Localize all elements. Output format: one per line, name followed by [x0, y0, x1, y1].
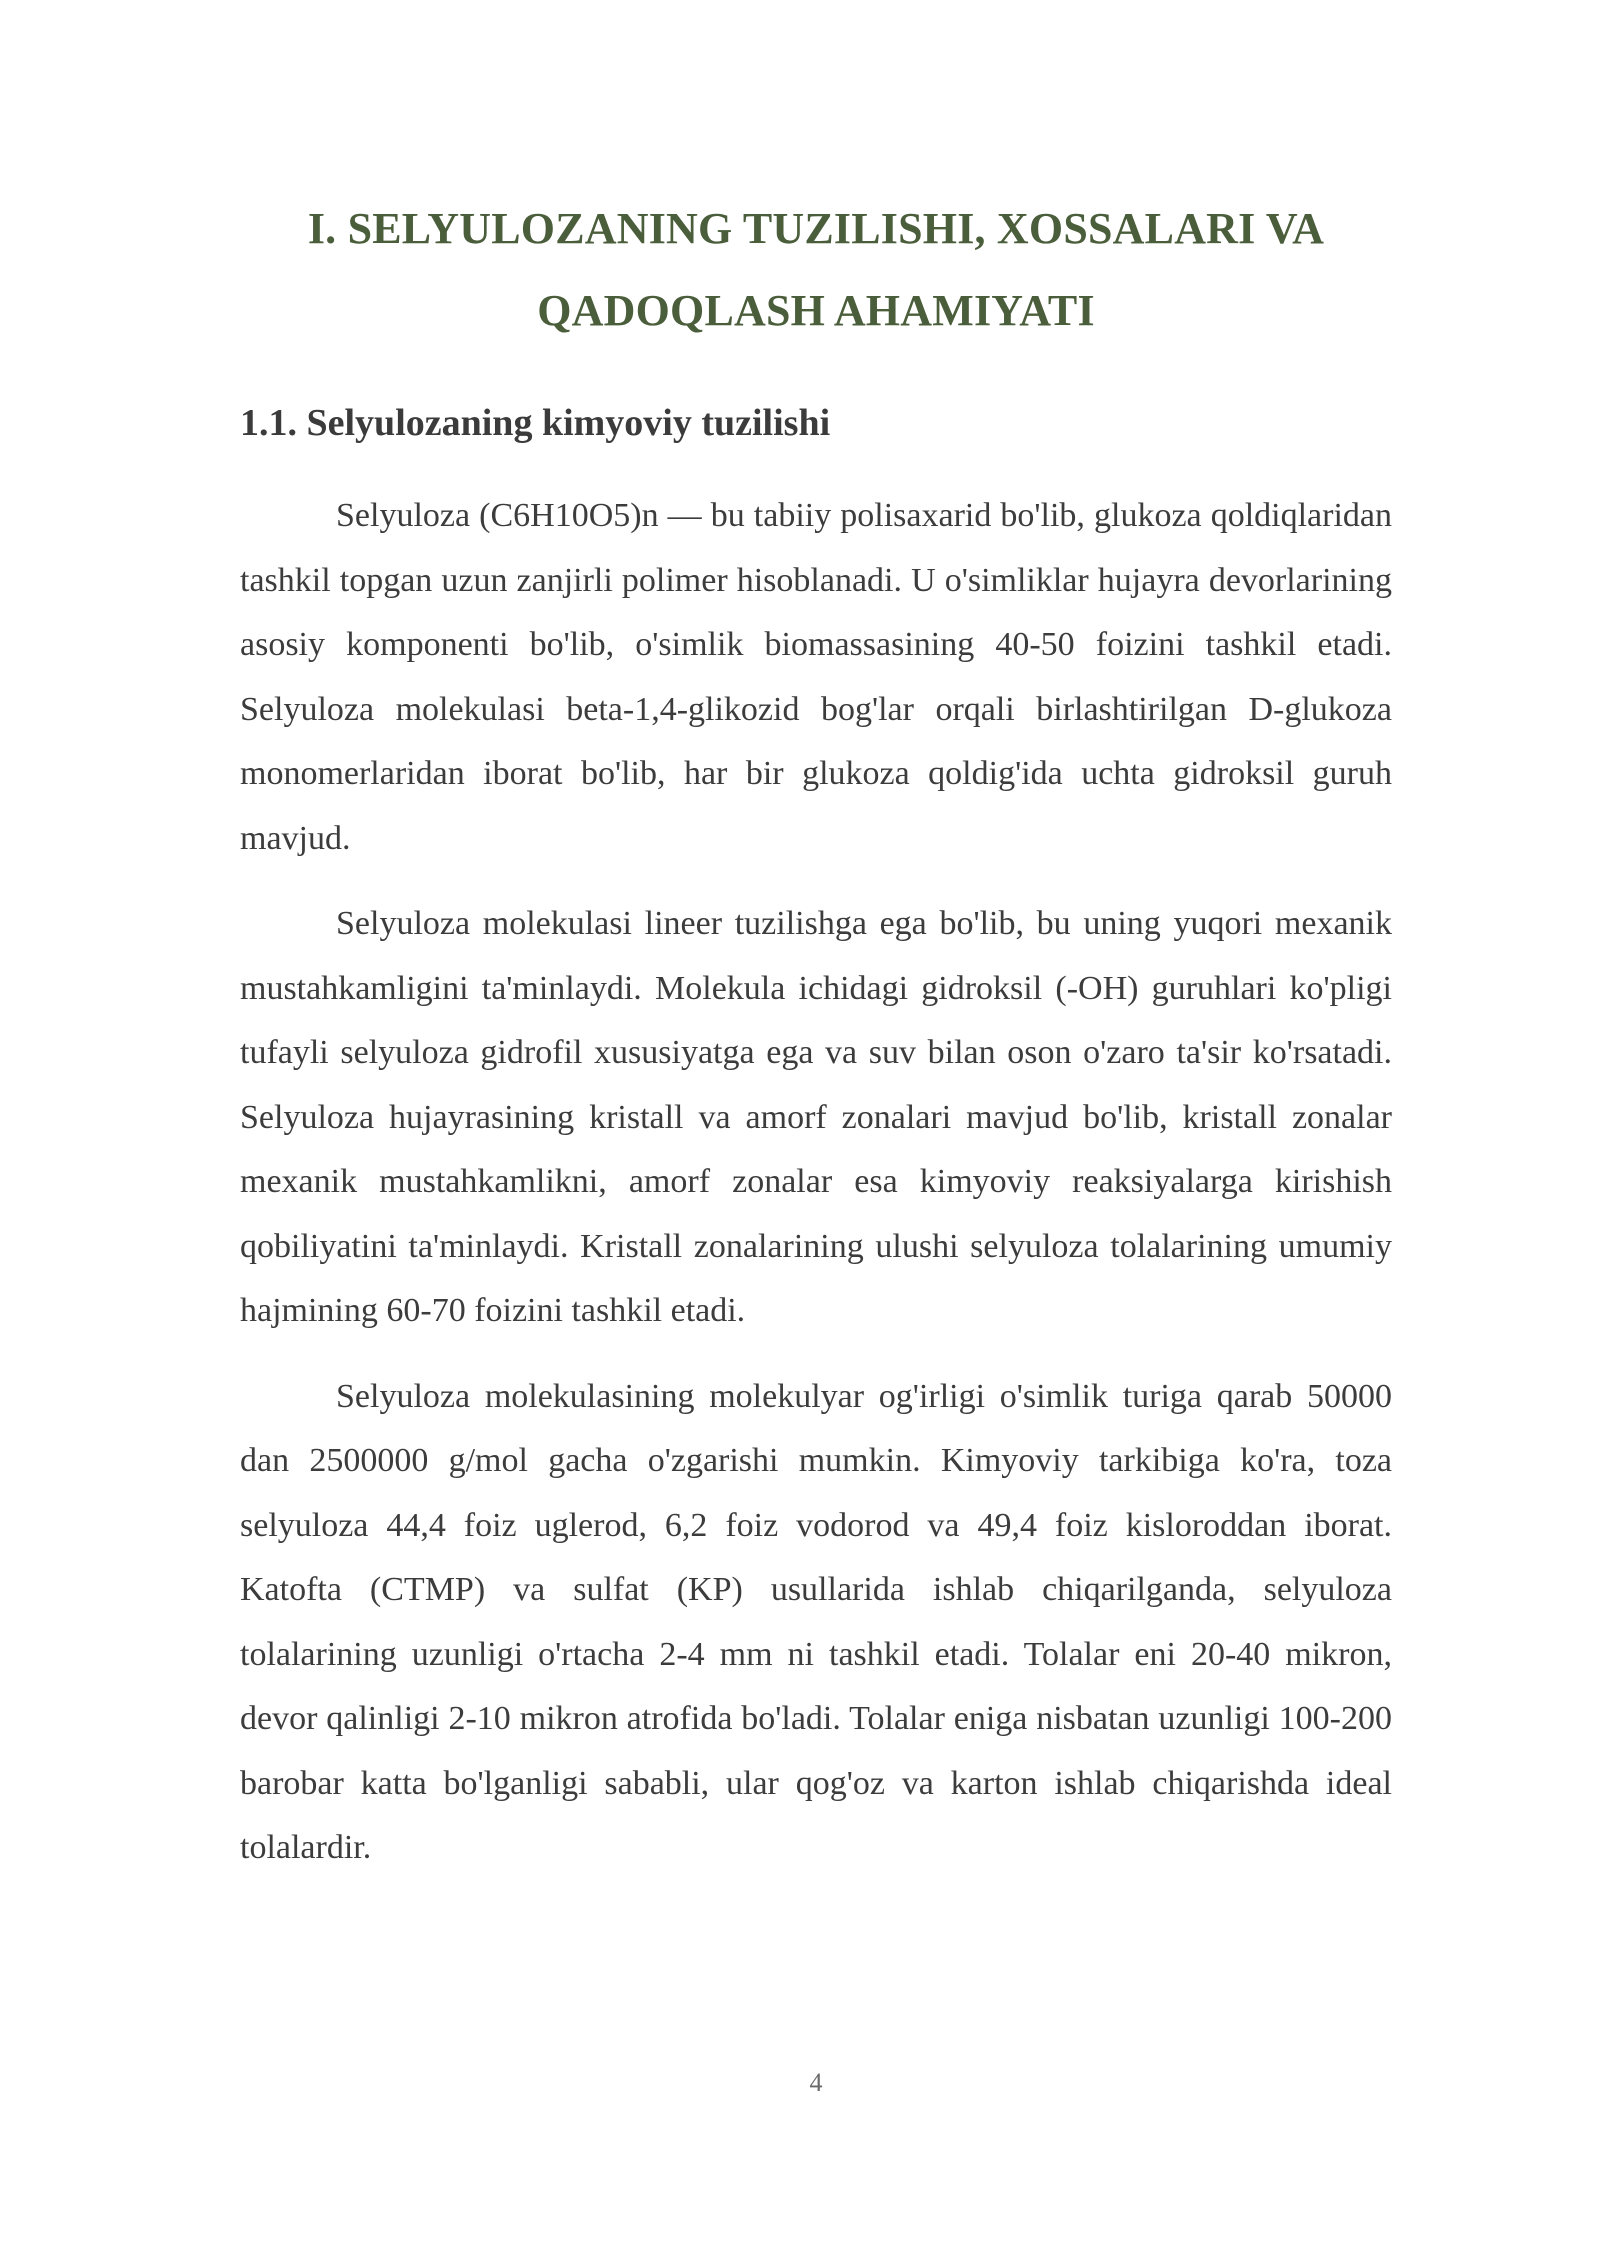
page-number: 4: [809, 2068, 823, 2097]
paragraph-3: Selyuloza molekulasining molekulyar og'irligi o'simlik turiga qarab 50000 dan 2500000 g/mol gacha o'zgarishi mumkin. Kimyoviy tarkibiga ko'ra, toza selyuloza 44,4 foiz uglerod, 6,2 foiz vodorod va 49,4 foiz kisloroddan iborat. Katofta (CTMP) va sulfat (KP) usullarida ishlab chiqarilganda, selyuloza tolalarining uzunligi o'rtacha 2-4 mm ni tashkil etadi. Tolalar eni 20-40 mikron, devor qalinligi 2-10 mikron atrofida bo'ladi. Tolalar eniga nisbatan uzunligi 100-200 barobar katta bo'lganligi sababli, ular qog'oz va karton ishlab chiqarishda ideal tolalardir.: [240, 1377, 1392, 1866]
paragraph-2: Selyuloza molekulasi lineer tuzilishga ega bo'lib, bu uning yuqori mexanik mustahkamligini ta'minlaydi. Molekula ichidagi gidroksil (-OH) guruhlari ko'pligi tufayli selyuloza gidrofil xususiyatga ega va suv bilan oson o'zaro ta'sir ko'rsatadi. Selyuloza hujayrasining kristall va amorf zonalari mavjud bo'lib, kristall zonalar mexanik mustahkamlikni, amorf zonalar esa kimyoviy reaksiyalarga kirishish qobiliyatini ta'minlaydi. Kristall zonalarining ulushi selyuloza tolalarining umumiy hajmining 60-70 foizini tashkil etadi.: [240, 905, 1392, 1329]
chapter-title: [240, 188, 1392, 352]
chapter-title-line-2: QADOQLASH AHAMIYATI: [537, 286, 1095, 335]
body-text: [240, 484, 1392, 1902]
chapter-title-line-1: I. SELYULOZANING TUZILISHI, XOSSALARI VA: [307, 204, 1325, 253]
document-page: [240, 0, 1392, 2262]
paragraph-1: Selyuloza (C6H10O5)n — bu tabiiy polisaxarid bo'lib, glukoza qoldiqlaridan tashkil topgan uzun zanjirli polimer hisoblanadi. U o'simliklar hujayra devorlarining asosiy komponenti bo'lib, o'simlik biomassasining 40-50 foizini tashkil etadi. Selyuloza molekulasi beta-1,4-glikozid bog'lar orqali birlashtirilgan D-glukoza monomerlaridan iborat bo'lib, har bir glukoza qoldig'ida uchta gidroksil guruh mavjud.: [240, 497, 1392, 857]
section-title: 1.1. Selyulozaning kimyoviy tuzilishi: [240, 402, 831, 444]
